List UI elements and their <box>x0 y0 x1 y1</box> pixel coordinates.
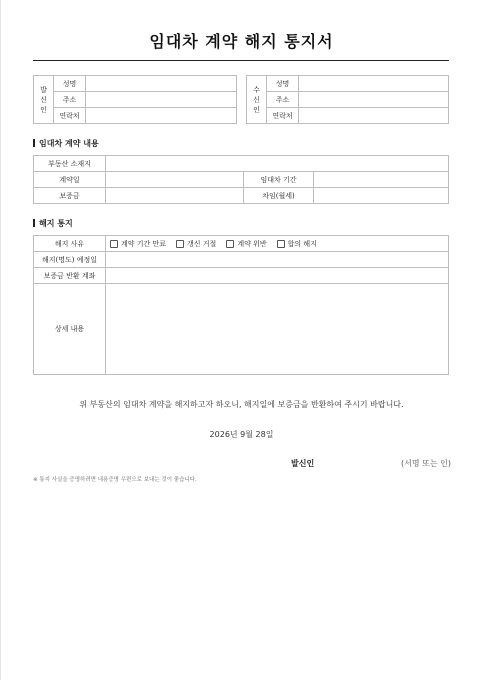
termination-section-heading: 해지 통지 <box>33 218 73 229</box>
receiver-name-label: 성명 <box>267 76 299 92</box>
contract-date-label: 계약일 <box>34 172 106 188</box>
document-title: 임대차 계약 해지 통지서 <box>149 32 334 51</box>
checkbox[interactable] <box>110 240 118 248</box>
handover-date-label: 해지(명도) 예정일 <box>34 252 106 268</box>
receiver-phone-label: 연락처 <box>267 108 299 124</box>
sender-name-label: 성명 <box>54 76 86 92</box>
reason-option-renewal-refusal[interactable]: 갱신 거절 <box>176 239 216 249</box>
notice-date: 2026년 9월 28일 <box>209 430 274 439</box>
checkbox[interactable] <box>176 240 184 248</box>
signature-hint: (서명 또는 인) <box>401 459 451 468</box>
footnote: ※ 통지 사실을 증명하려면 내용증명 우편으로 보내는 것이 좋습니다. <box>33 477 197 483</box>
deposit-label: 보증금 <box>34 188 106 204</box>
checkbox[interactable] <box>277 240 285 248</box>
sender-name-field[interactable] <box>86 76 237 92</box>
deposit-field[interactable] <box>106 188 244 204</box>
contract-section-heading: 임대차 계약 내용 <box>33 138 99 149</box>
contract-table <box>33 155 449 204</box>
refund-account-label: 보증금 반환 계좌 <box>34 268 106 284</box>
reason-option-breach[interactable]: 계약 위반 <box>226 239 266 249</box>
details-field[interactable] <box>106 284 449 375</box>
receiver-table <box>246 75 449 124</box>
receiver-address-field[interactable] <box>299 92 449 108</box>
sender-side-label: 발 신 인 <box>34 76 54 124</box>
receiver-address-label: 주소 <box>267 92 299 108</box>
sender-phone-field[interactable] <box>86 108 237 124</box>
rent-field[interactable] <box>314 188 449 204</box>
reason-option-mutual[interactable]: 합의 해지 <box>277 239 317 249</box>
contract-date-field[interactable] <box>106 172 244 188</box>
rent-label: 차임(월세) <box>244 188 314 204</box>
lease-period-field[interactable] <box>314 172 449 188</box>
reason-options <box>106 236 449 252</box>
section-marker <box>33 219 35 227</box>
sender-phone-label: 연락처 <box>54 108 86 124</box>
sender-signature-label: 발신인 <box>291 459 315 468</box>
receiver-name-field[interactable] <box>299 76 449 92</box>
property-address-field[interactable] <box>106 156 449 172</box>
sender-address-field[interactable] <box>86 92 237 108</box>
refund-account-field[interactable] <box>106 268 449 284</box>
lease-period-label: 임대차 기간 <box>244 172 314 188</box>
title-divider <box>33 60 449 61</box>
sender-table <box>33 75 237 124</box>
reason-option-expiry[interactable]: 계약 기간 만료 <box>110 239 166 249</box>
termination-table <box>33 235 449 375</box>
section-marker <box>33 139 35 147</box>
checkbox[interactable] <box>226 240 234 248</box>
sender-address-label: 주소 <box>54 92 86 108</box>
details-label: 상세 내용 <box>34 284 106 375</box>
receiver-phone-field[interactable] <box>299 108 449 124</box>
notice-statement: 위 부동산의 임대차 계약을 해지하고자 하오니, 해지일에 보증금을 반환하여 주시기 바랍니다. <box>79 400 404 409</box>
property-address-label: 부동산 소재지 <box>34 156 106 172</box>
reason-label: 해지 사유 <box>34 236 106 252</box>
handover-date-field[interactable] <box>106 252 449 268</box>
receiver-side-label: 수 신 인 <box>247 76 267 124</box>
